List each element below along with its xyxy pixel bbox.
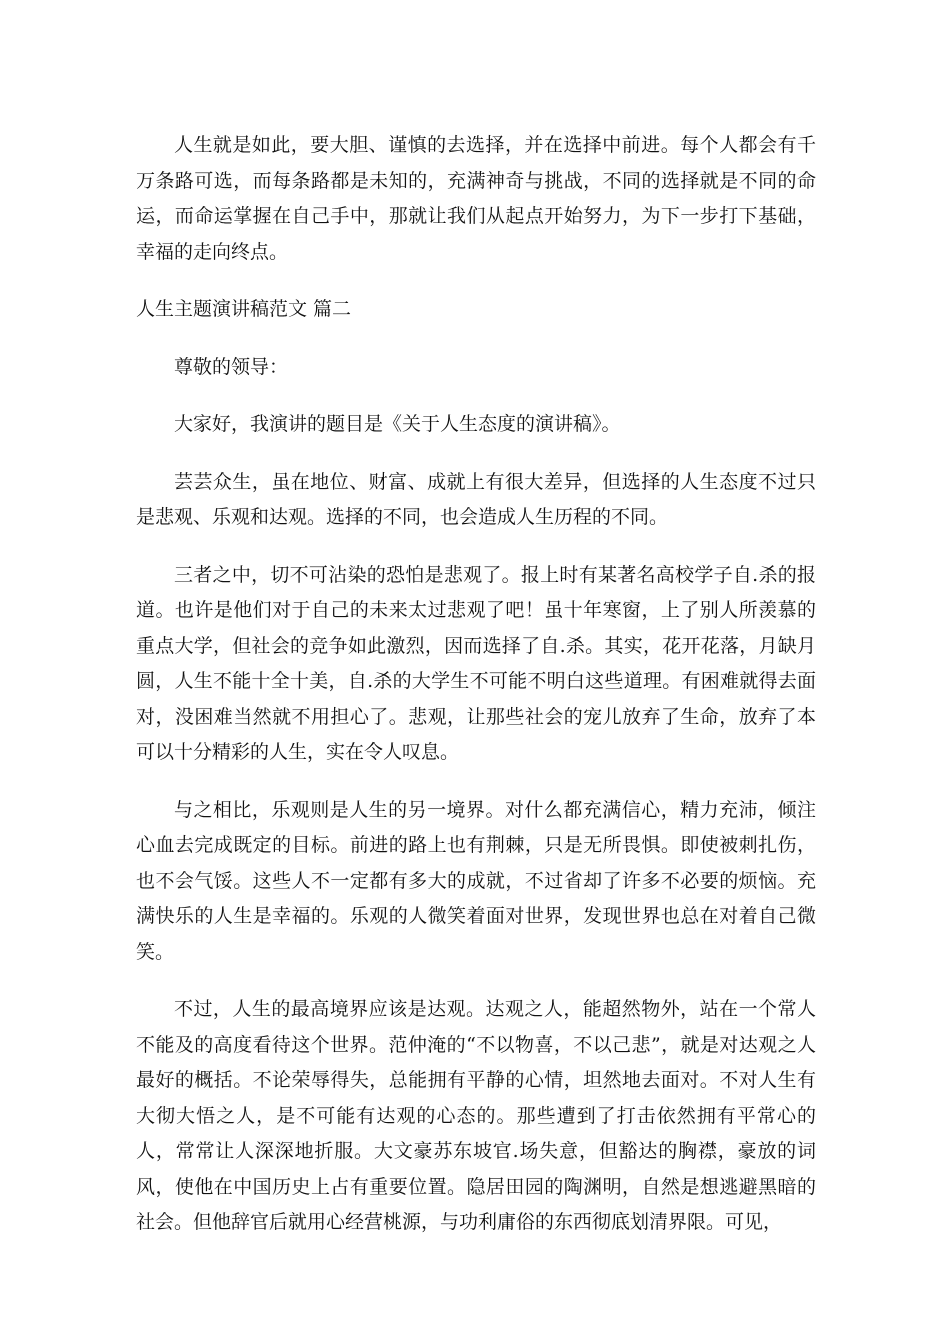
paragraph-intro: 芸芸众生，虽在地位、财富、成就上有很大差异，但选择的人生态度不过只是悲观、乐观和达观。选择的不同，也会造成人生历程的不同。 bbox=[136, 470, 816, 528]
paragraph-conclusion: 人生就是如此，要大胆、谨慎的去选择，并在选择中前进。每个人都会有千万条路可选，而每条路都是未知的，充满神奇与挑战，不同的选择就是不同的命运，而命运掌握在自己手中，那就让我们从起点开始努力，为下一步打下基础，幸福的走向终点。 bbox=[136, 134, 816, 263]
document-body bbox=[136, 128, 816, 1241]
salutation: 尊敬的领导： bbox=[174, 355, 289, 378]
section-heading: 人生主题演讲稿范文 篇二 bbox=[136, 298, 352, 320]
speech-title-line: 大家好，我演讲的题目是《关于人生态度的演讲稿》。 bbox=[174, 413, 621, 435]
paragraph-optimism: 与之相比，乐观则是人生的另一境界。对什么都充满信心，精力充沛，倾注心血去完成既定的目标。前进的路上也有荆棘，只是无所畏惧。即使被刺扎伤，也不会气馁。这些人不一定都有多大的成就，不过省却了许多不必要的烦恼。充满快乐的人生是幸福的。乐观的人微笑着面对世界，发现世界也总在对着自己微笑。 bbox=[136, 798, 816, 963]
paragraph-pessimism: 三者之中，切不可沾染的恐怕是悲观了。报上时有某著名高校学子自.杀的报道。也许是他们对于自己的未来太过悲观了吧！虽十年寒窗，上了别人所羡慕的重点大学，但社会的竞争如此激烈，因而选择了自.杀。其实，花开花落，月缺月圆，人生不能十全十美，自.杀的大学生不可能不明白这些道理。有困难就得去面对，没困难当然就不用担心了。悲观，让那些社会的宠儿放弃了生命，放弃了本可以十分精彩的人生，实在令人叹息。 bbox=[136, 563, 816, 763]
paragraph-broad-mindedness: 不过，人生的最高境界应该是达观。达观之人，能超然物外，站在一个常人不能及的高度看待这个世界。范仲淹的“不以物喜，不以己悲”，就是对达观之人最好的概括。不论荣辱得失，总能拥有平静的心情，坦然地去面对。不对人生有大彻大悟之人，是不可能有达观的心态的。那些遭到了打击依然拥有平常心的人，常常让人深深地折服。大文豪苏东坡官.场失意，但豁达的胸襟，豪放的词风，使他在中国历史上占有重要位置。隐居田园的陶渊明，自然是想逃避黑暗的社会。但他辞官后就用心经营桃源，与功利庸俗的东西彻底划清界限。可见， bbox=[136, 998, 816, 1233]
